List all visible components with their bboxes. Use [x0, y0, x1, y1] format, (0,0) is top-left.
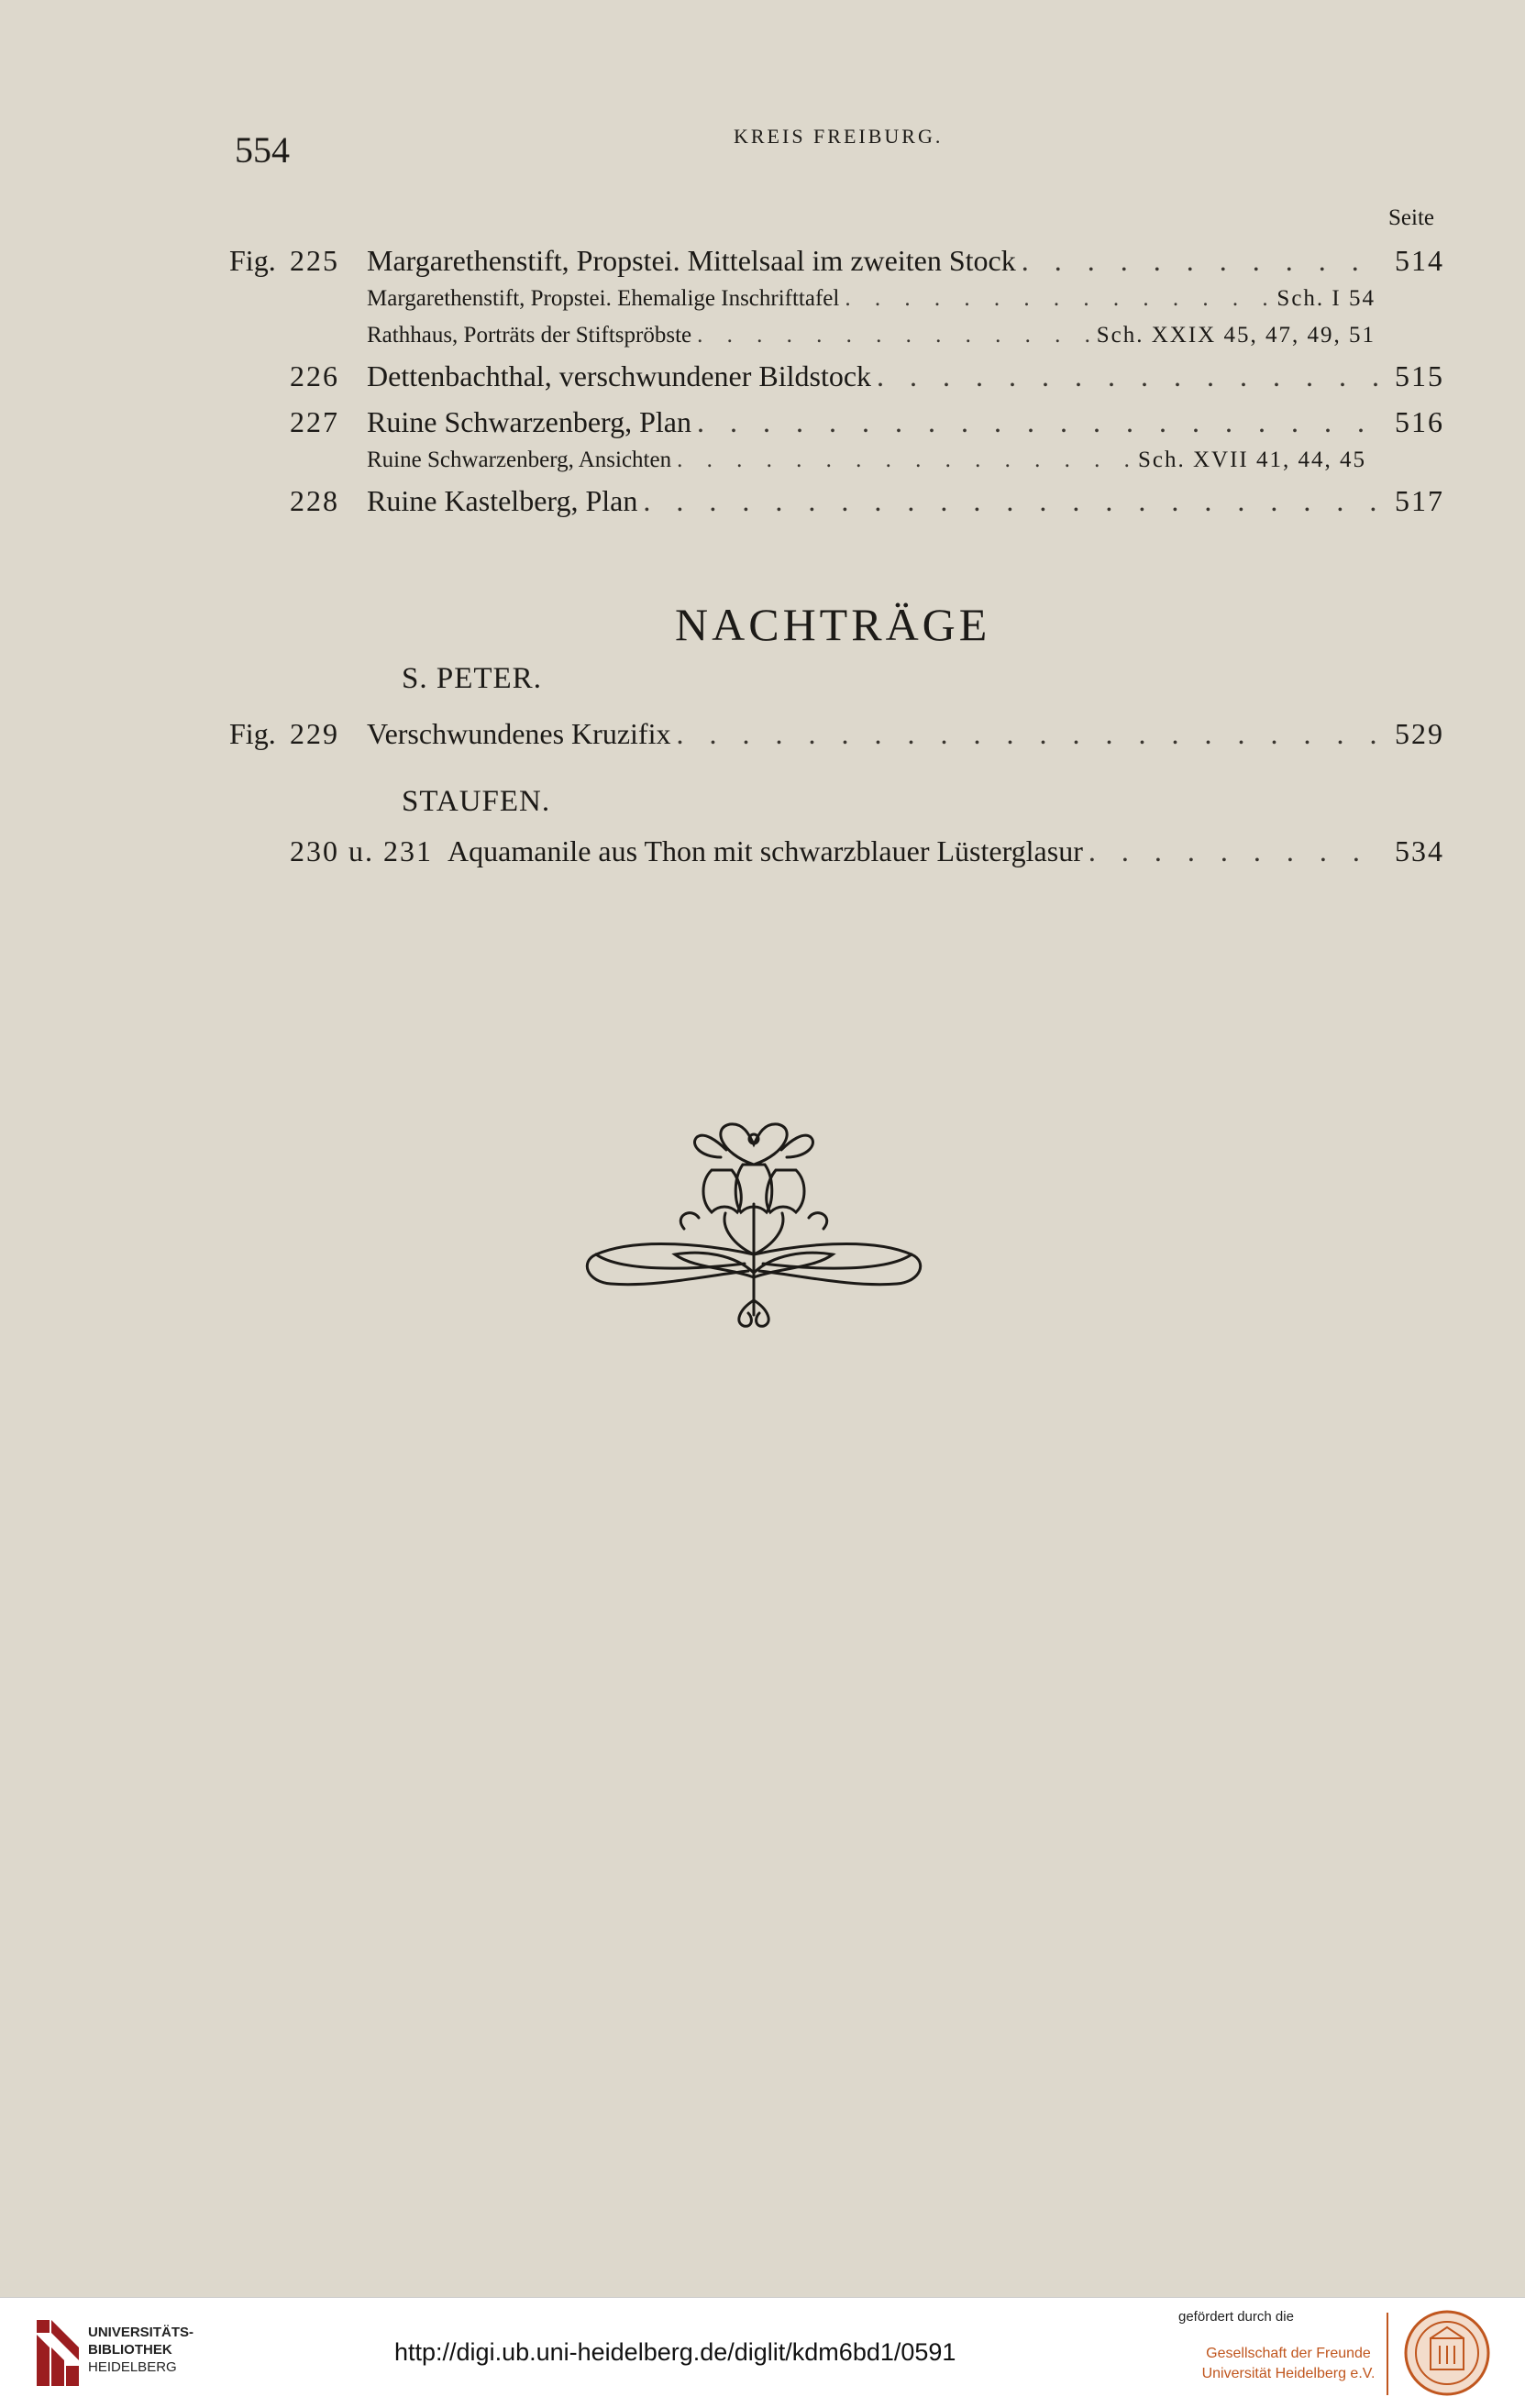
fig-number: 226	[290, 359, 339, 392]
entry-page: 516	[1395, 405, 1444, 438]
fig-number: 230 u. 231	[290, 834, 433, 867]
leader-dots	[677, 447, 1133, 473]
entry-title: Aquamanile aus Thon mit schwarzblauer Lüsterglasur	[448, 834, 1083, 867]
leader-dots	[697, 323, 1091, 348]
entry-page: 534	[1395, 834, 1444, 867]
entry-title: Ruine Schwarzenberg, Plan	[367, 405, 691, 438]
sponsor-line-2: Universität Heidelberg e.V.	[1201, 2366, 1376, 2381]
entry-title: Margarethenstift, Propstei. Mittelsaal im zweiten Stock	[367, 244, 1016, 277]
entry-title: Ruine Schwarzenberg, Ansichten	[367, 447, 672, 472]
leader-dots	[697, 405, 1384, 439]
figure-list-entry	[229, 834, 1444, 875]
leader-dots	[643, 484, 1384, 518]
subsection-heading: STAUFEN.	[402, 785, 551, 818]
leader-dots	[1088, 834, 1384, 868]
entry-page: Sch. XVII 41, 44, 45	[1137, 447, 1366, 472]
entry-page: 514	[1395, 244, 1444, 277]
library-line-3: HEIDELBERG	[88, 2359, 177, 2375]
entry-page: Sch. XXIX 45, 47, 49, 51	[1096, 323, 1376, 348]
entry-title: Dettenbachthal, verschwundener Bildstock	[367, 359, 872, 392]
fig-number: 228	[290, 484, 339, 517]
entry-title: Margarethenstift, Propstei. Ehemalige Inschrifttafel	[367, 286, 840, 311]
figure-list-subentry	[229, 286, 1376, 319]
footer-bar	[0, 2297, 1525, 2408]
fig-prefix: Fig.	[229, 717, 276, 750]
figure-list-subentry	[229, 447, 1366, 480]
entry-page: 515	[1395, 359, 1444, 392]
entry-title: Ruine Kastelberg, Plan	[367, 484, 638, 517]
leader-dots	[676, 717, 1384, 751]
page-column-label: Seite	[1388, 205, 1434, 230]
fig-number: 227	[290, 405, 339, 438]
leader-dots	[877, 359, 1384, 393]
leader-dots	[845, 286, 1271, 312]
library-line-1: UNIVERSITÄTS-	[88, 2325, 194, 2340]
running-head: KREIS FREIBURG.	[734, 125, 944, 148]
permalink-url[interactable]: http://digi.ub.uni-heidelberg.de/diglit/kdm6bd1/0591	[394, 2338, 956, 2366]
leader-dots	[1022, 244, 1384, 278]
university-seal-icon	[1403, 2309, 1491, 2397]
section-title: NACHTRÄGE	[675, 599, 991, 650]
fig-prefix: Fig.	[229, 244, 276, 277]
subsection-heading: S. PETER.	[402, 662, 542, 695]
figure-list-subentry	[229, 323, 1376, 356]
sponsor-label: gefördert durch die	[1178, 2309, 1294, 2325]
figure-list-entry	[229, 717, 1444, 757]
sponsor-name	[1192, 2344, 1385, 2384]
library-line-2: BIBLIOTHEK	[88, 2342, 172, 2358]
fig-number: 229	[290, 717, 339, 750]
entry-title: Rathhaus, Porträts der Stiftspröbste	[367, 323, 692, 348]
divider	[1387, 2313, 1388, 2395]
sponsor-line-1: Gesellschaft der Freunde	[1206, 2346, 1371, 2361]
fig-number: 225	[290, 244, 339, 277]
figure-list-entry	[229, 405, 1444, 446]
entry-page: 529	[1395, 717, 1444, 750]
university-library-logo-icon	[37, 2320, 79, 2386]
library-name	[88, 2324, 193, 2376]
entry-page: Sch. I 54	[1276, 286, 1376, 311]
entry-page: 517	[1395, 484, 1444, 517]
figure-list-entry	[229, 359, 1444, 400]
figure-list-entry	[229, 484, 1444, 525]
entry-title: Verschwundenes Kruzifix	[367, 717, 671, 750]
page-number: 554	[235, 129, 290, 171]
figure-list-entry	[229, 244, 1444, 284]
floral-ornament-icon	[583, 1117, 924, 1337]
